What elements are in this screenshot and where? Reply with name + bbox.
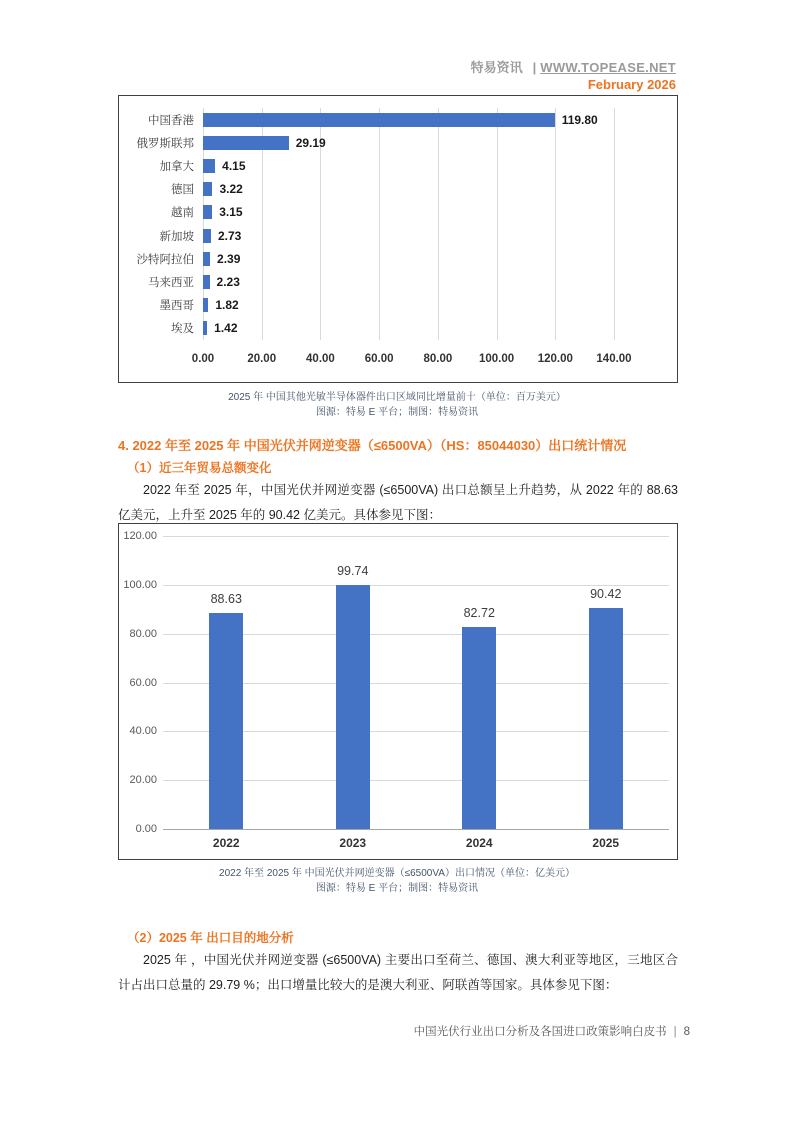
bar-value-label: 82.72 xyxy=(463,606,495,621)
bar-value-label: 88.63 xyxy=(210,591,242,606)
bar-value-label: 119.80 xyxy=(561,112,598,127)
gridline xyxy=(614,108,615,340)
bar-value-label: 4.15 xyxy=(222,159,246,173)
chart-export-by-year xyxy=(118,523,678,860)
bar xyxy=(203,275,210,289)
chart2-caption xyxy=(118,867,676,896)
gridline xyxy=(497,108,498,340)
bar xyxy=(209,613,243,829)
footer-title: 中国光伏行业出口分析及各国进口政策影响白皮书 xyxy=(413,1026,667,1038)
footer-separator: | xyxy=(673,1026,677,1038)
chart1-caption xyxy=(118,391,676,420)
category-label: 2023 xyxy=(339,836,367,850)
bar xyxy=(203,252,210,266)
gridline xyxy=(438,108,439,340)
tick-label: 100.00 xyxy=(478,353,515,365)
category-label: 2024 xyxy=(465,836,493,850)
tick-label: 100.00 xyxy=(123,578,157,591)
bar xyxy=(462,627,496,829)
tick-label: 0.00 xyxy=(135,823,157,835)
category-label: 俄罗斯联邦 xyxy=(136,137,194,150)
bar xyxy=(203,182,212,196)
category-label: 2025 xyxy=(592,836,620,850)
tick-label: 40.00 xyxy=(129,725,157,738)
bar-value-label: 1.42 xyxy=(214,321,238,336)
bar-value-label: 99.74 xyxy=(337,564,369,579)
tick-label: 80.00 xyxy=(129,627,157,640)
tick-label: 20.00 xyxy=(129,774,157,787)
tick-label: 140.00 xyxy=(596,353,632,365)
bar xyxy=(203,298,208,312)
category-label: 2022 xyxy=(212,836,240,850)
bar xyxy=(203,321,207,335)
category-label: 新加坡 xyxy=(159,230,194,243)
tick-label: 60.00 xyxy=(364,353,394,365)
bar-value-label: 1.82 xyxy=(215,298,239,313)
tick-label: 120.00 xyxy=(537,353,573,365)
bar xyxy=(589,608,623,829)
chart1-caption-title: 2025 年 中国其他光敏半导体器件出口区域同比增量前十（单位：百万美元） xyxy=(228,392,566,403)
value-axis xyxy=(191,353,632,369)
gridline xyxy=(555,108,556,340)
tick-label: 60.00 xyxy=(129,676,157,689)
gridline xyxy=(163,585,669,586)
category-label: 墨西哥 xyxy=(159,300,194,313)
gridline xyxy=(163,536,669,537)
gridline xyxy=(163,829,669,830)
page-footer xyxy=(414,1023,690,1039)
tick-label: 80.00 xyxy=(423,353,453,365)
category-axis xyxy=(163,836,669,854)
bar-value-label: 2.73 xyxy=(218,228,242,243)
header-url-link[interactable]: WWW.TOPEASE.NET xyxy=(540,60,676,75)
category-label: 沙特阿拉伯 xyxy=(136,253,194,266)
bar xyxy=(203,159,215,173)
bar xyxy=(203,229,211,243)
paragraph-destinations: 2025 年 ，中国光伏并网逆变器 (≤6500VA) 主要出口至荷兰、德国、澳大利亚等地区，三地区合计占出口总量的 29.79 %；出口增量比较大的是澳大利亚、阿联酋等国家。具体参见下图： xyxy=(118,953,678,992)
plot-area xyxy=(163,536,669,829)
brand-text: 特易资讯 xyxy=(470,60,523,75)
tick-label: 20.00 xyxy=(247,353,277,365)
category-label: 马来西亚 xyxy=(148,277,194,289)
subsection-1-heading: （1）近三年贸易总额变化 xyxy=(127,461,272,475)
category-label: 越南 xyxy=(171,207,194,220)
chart2-caption-source: 图源：特易 E 平台；制图：特易资讯 xyxy=(315,882,479,894)
category-label: 加拿大 xyxy=(159,161,194,173)
header-date: February 2026 xyxy=(587,77,676,92)
bar xyxy=(336,585,370,829)
bar-value-label: 2.23 xyxy=(216,275,240,289)
bar xyxy=(203,205,212,219)
bar-value-label: 90.42 xyxy=(590,587,622,602)
gridline xyxy=(379,108,380,340)
bar-value-label: 29.19 xyxy=(295,135,326,150)
category-label: 中国香港 xyxy=(148,114,194,127)
category-axis xyxy=(119,108,203,340)
category-label: 埃及 xyxy=(171,323,194,336)
paragraph-trade-total: 2022 年至 2025 年，中国光伏并网逆变器 (≤6500VA) 出口总额呈上升趋势，从 2022 年的 88.63 亿美元，上升至 2025 年的 90.42 亿美元。具体参见下图： xyxy=(118,483,678,522)
plot-area xyxy=(203,108,614,340)
section-heading: 4. 2022 年至 2025 年 中国光伏并网逆变器（≤6500VA）（HS：85044030）出口统计情况 xyxy=(118,438,627,453)
page-number: 8 xyxy=(683,1026,690,1038)
bar xyxy=(203,136,289,150)
chart2-caption-title: 2022 年至 2025 年 中国光伏并网逆变器（≤6500VA）出口情况（单位：亿美元） xyxy=(219,868,575,879)
chart-export-by-region xyxy=(118,95,678,383)
header-separator: | xyxy=(532,60,537,75)
header-brand xyxy=(471,57,676,76)
bar-value-label: 3.15 xyxy=(219,205,243,220)
tick-label: 40.00 xyxy=(306,353,335,365)
bar-value-label: 3.22 xyxy=(219,182,243,197)
bar-value-label: 2.39 xyxy=(217,251,241,266)
bar xyxy=(203,113,555,127)
subsection-2-heading: （2）2025 年 出口目的地分析 xyxy=(127,931,294,945)
value-axis xyxy=(119,530,159,835)
category-label: 德国 xyxy=(171,184,194,197)
tick-label: 120.00 xyxy=(123,530,157,542)
tick-label: 0.00 xyxy=(191,353,215,365)
chart1-caption-source: 图源：特易 E 平台；制图：特易资讯 xyxy=(315,406,479,418)
